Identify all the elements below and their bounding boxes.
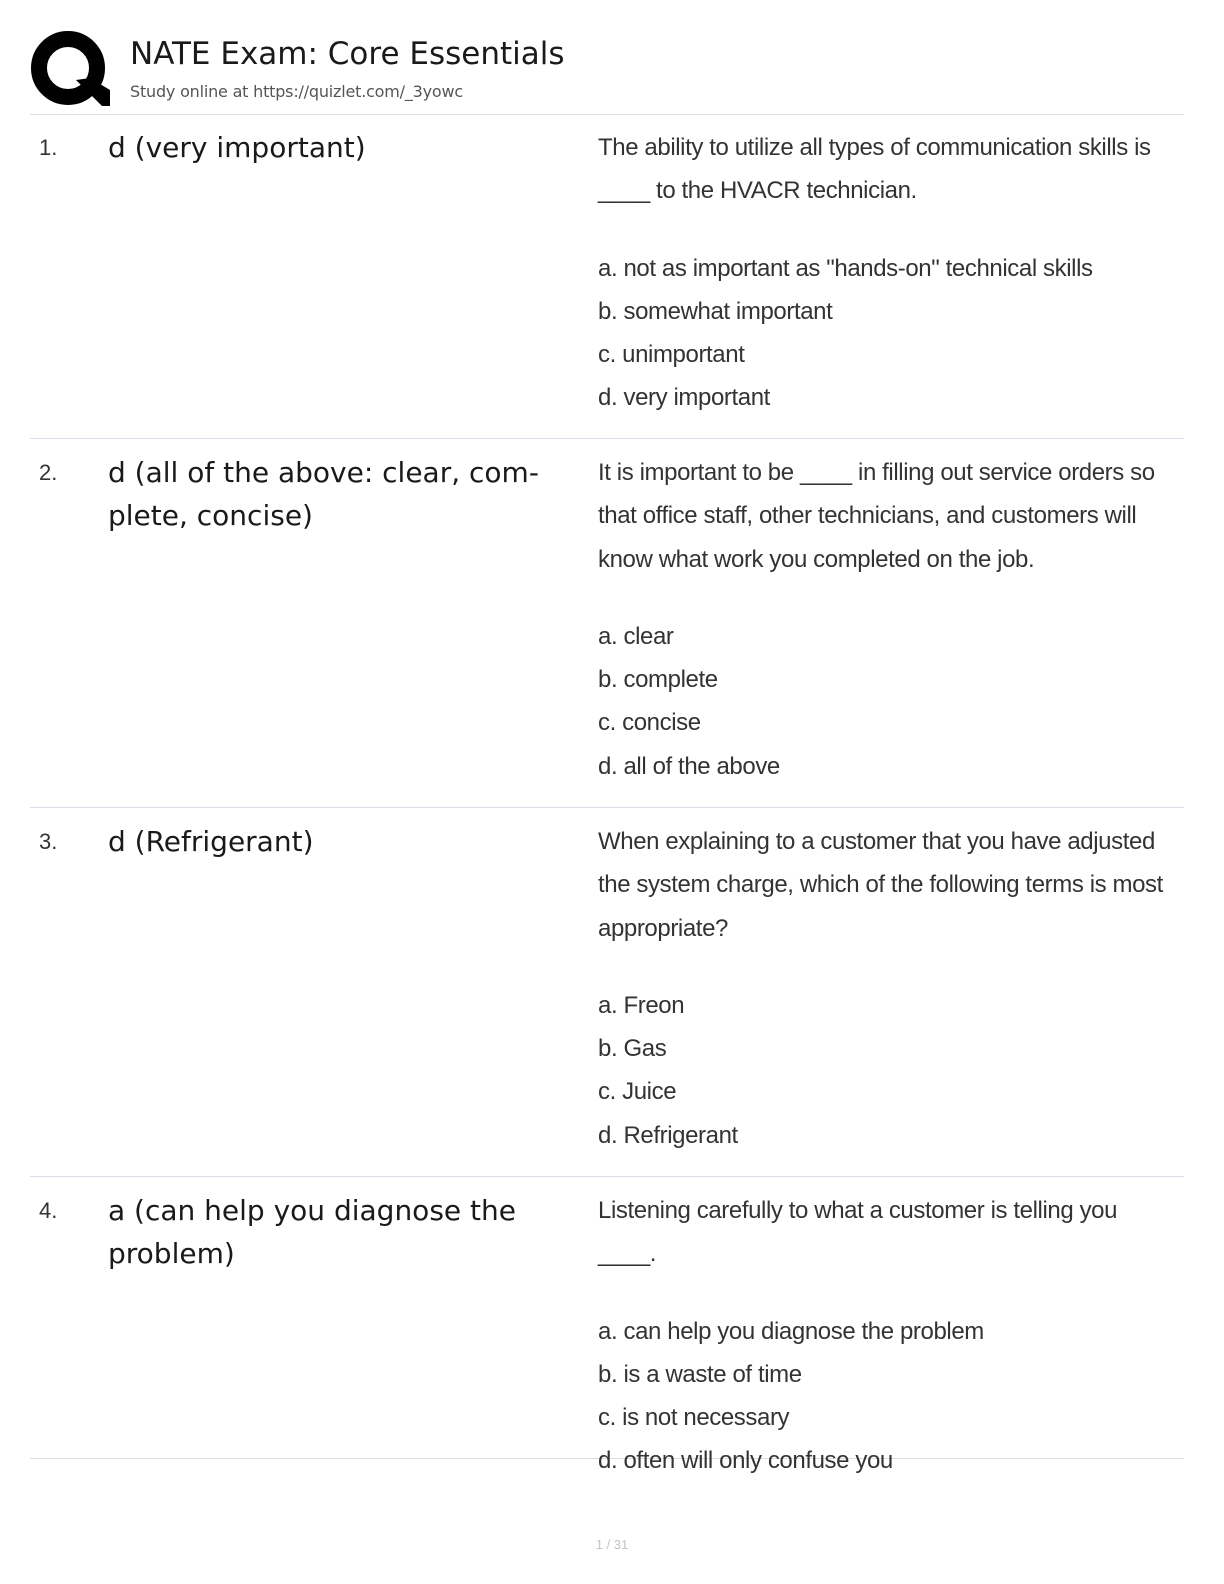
question-stem: It is important to be ____ in filling out service orders so that office staff, other technicians, and customers will know what work you completed on the job. xyxy=(598,459,1155,573)
question-stem: When explaining to a customer that you have adjusted the system charge, which of the following terms is most appropriate? xyxy=(598,828,1163,942)
page-title: NATE Exam: Core Essentials xyxy=(130,36,565,72)
card-number: 4. xyxy=(39,1198,58,1223)
answer-option: b. Gas xyxy=(598,1035,667,1063)
flashcard xyxy=(30,439,1184,808)
answer-option: b. is a waste of time xyxy=(598,1360,802,1388)
answer-option: c. unimportant xyxy=(598,341,745,369)
card-answer: a (can help you diagnose the problem) xyxy=(108,1194,516,1270)
answer-option: c. Juice xyxy=(598,1078,677,1106)
answer-option: b. complete xyxy=(598,666,718,694)
card-number: 3. xyxy=(39,829,58,854)
answer-option: a. Freon xyxy=(598,991,685,1019)
question-stem: The ability to utilize all types of communication skills is ____ to the HVACR technician. xyxy=(598,134,1151,205)
quizlet-logo-icon xyxy=(30,30,110,110)
page-number: 1 / 31 xyxy=(595,1537,629,1552)
answer-option: c. concise xyxy=(598,709,701,737)
answer-option: a. clear xyxy=(598,622,674,650)
answer-option: d. Refrigerant xyxy=(598,1121,738,1149)
flashcard xyxy=(30,114,1184,439)
card-number: 1. xyxy=(39,135,58,160)
answer-option: d. often will only confuse you xyxy=(598,1447,893,1475)
card-answer: d (very important) xyxy=(108,131,366,164)
study-online-link[interactable]: Study online at https://quizlet.com/_3yowc xyxy=(130,82,463,101)
question-stem: Listening carefully to what a customer is telling you ____. xyxy=(598,1197,1118,1268)
card-question xyxy=(598,1189,1173,1483)
answer-option: d. all of the above xyxy=(598,752,780,780)
card-answer: d (all of the above: clear, com- plete, concise) xyxy=(108,456,539,532)
card-answer: d (Refrigerant) xyxy=(108,825,314,858)
page-header xyxy=(30,28,1184,115)
answer-option: a. can help you diagnose the problem xyxy=(598,1317,984,1345)
flashcard xyxy=(30,808,1184,1177)
card-question xyxy=(598,820,1173,1157)
card-number: 2. xyxy=(39,460,58,485)
card-question xyxy=(598,126,1173,420)
flashcard xyxy=(30,1177,1184,1475)
answer-option: b. somewhat important xyxy=(598,297,833,325)
answer-option: a. not as important as "hands-on" technical skills xyxy=(598,254,1093,282)
card-question xyxy=(598,451,1173,788)
answer-option: c. is not necessary xyxy=(598,1404,790,1432)
flashcard-list xyxy=(30,114,1184,1475)
answer-option: d. very important xyxy=(598,384,770,412)
